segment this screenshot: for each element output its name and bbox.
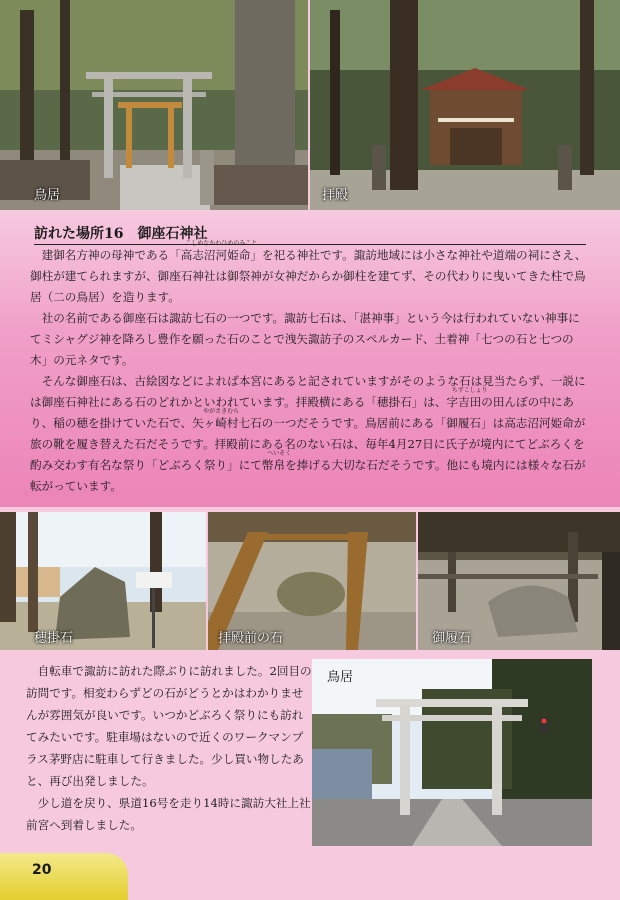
ruby-chijimi <box>446 387 488 409</box>
p3-part-d: 矢ヶ崎村 <box>192 416 239 430</box>
photo-big-torii <box>312 659 592 846</box>
caption-worship-hall: 拝殿 <box>322 188 349 203</box>
paragraph-3 <box>30 371 590 497</box>
ruby-heisoku <box>261 450 292 472</box>
visit-notes <box>26 660 312 836</box>
ruby-text-heisoku: へいそく <box>267 450 292 457</box>
p1-part-c: 」を祀る神社です。諏訪地域には小さな神社や道端の祠にさえ、御柱が建てられますが、御座石神社は御祭神が女神だからか御柱を建てず、その代わりに曳いてきた柱で鳥居（二の鳥居）を造ります。 <box>30 248 587 304</box>
ruby-takashinuma <box>180 240 258 262</box>
ruby-text-yagasaki: やがさきむら <box>203 408 240 415</box>
ruby-text-chijimi: ちずこしょり <box>451 387 488 394</box>
photo-worship-hall <box>310 0 620 210</box>
p3-part-g: を捧げる大切な石だそうです。他にも境内には様々な石が転がっています。 <box>30 458 586 493</box>
visit-paragraph-2: 少し道を戻り、県道16号を走り14時に諏訪大社上社前宮へ到着しました。 <box>26 796 311 832</box>
paragraph-2: 社の名前である御座石は諏訪七石の一つです。諏訪七石は、「湛神事」という今は行われていない神事にてミシャグジ神を降ろし豊作を願った石のことで洩矢諏訪子のスペルカード、土着神「七つの石と七つの木」の元ネタです。 <box>30 311 580 367</box>
caption-ohaki-stone: 御履石 <box>432 631 472 646</box>
visit-paragraph-1: 自転車で諏訪に訪れた際ぶりに訪れました。2回目の訪問です。相変わらずどの石がどうとかはわかりませんが雰囲気が良いです。いつかどぶろく祭りにも訪れてみたいです。駐車場はないので近くのワークマンプラス茅野店に駐車して行きました。少し買い物したあと、再び出発しました。 <box>26 664 312 788</box>
caption-torii-top: 鳥居 <box>34 188 61 203</box>
section-heading: 訪れた場所16 御座石神社 <box>34 223 586 245</box>
p3-part-b: 字吉田 <box>446 395 482 409</box>
ruby-text-takashinuma: こしぬなかわひめのみこと <box>185 240 258 247</box>
paragraph-1 <box>30 240 590 308</box>
ruby-yagasaki <box>192 408 240 430</box>
p1-part-b: 高志沼河姫命 <box>180 248 251 262</box>
p3-part-f: 幣帛 <box>261 458 286 472</box>
article-body <box>30 240 590 497</box>
caption-big-torii: 鳥居 <box>327 670 354 685</box>
page-number: 20 <box>32 862 52 878</box>
photo-hokake-stone <box>0 512 206 650</box>
caption-hokake-stone: 穂掛石 <box>34 631 74 646</box>
page-number-tab <box>0 853 128 900</box>
photo-torii-forest <box>0 0 308 210</box>
caption-stone-before-hall: 拝殿前の石 <box>218 631 284 646</box>
p3-part-a: そんな御座石は、古絵図などによれば本宮にあると記されていますがそのような石は見当たらず、一説には御座石神社にある石のどれかといわれています。拝殿横にある「穂掛石」は、 <box>30 374 586 409</box>
p3-part-e: 七石の一つだそうです。鳥居前にある「御履石」は高志沼河姫命が旅の靴を履き替えた石だそうです。拝殿前にある名のない石は、毎年4月27日に氏子が境内にてどぶろくを酌み交わす有名な祭り「どぶろく祭り」にて <box>30 416 586 472</box>
p1-part-a: 建御名方神の母神である「 <box>41 248 181 262</box>
p3-part-c: の田んぼの中にあり、稲の穂を掛けていた石で、 <box>30 395 575 430</box>
